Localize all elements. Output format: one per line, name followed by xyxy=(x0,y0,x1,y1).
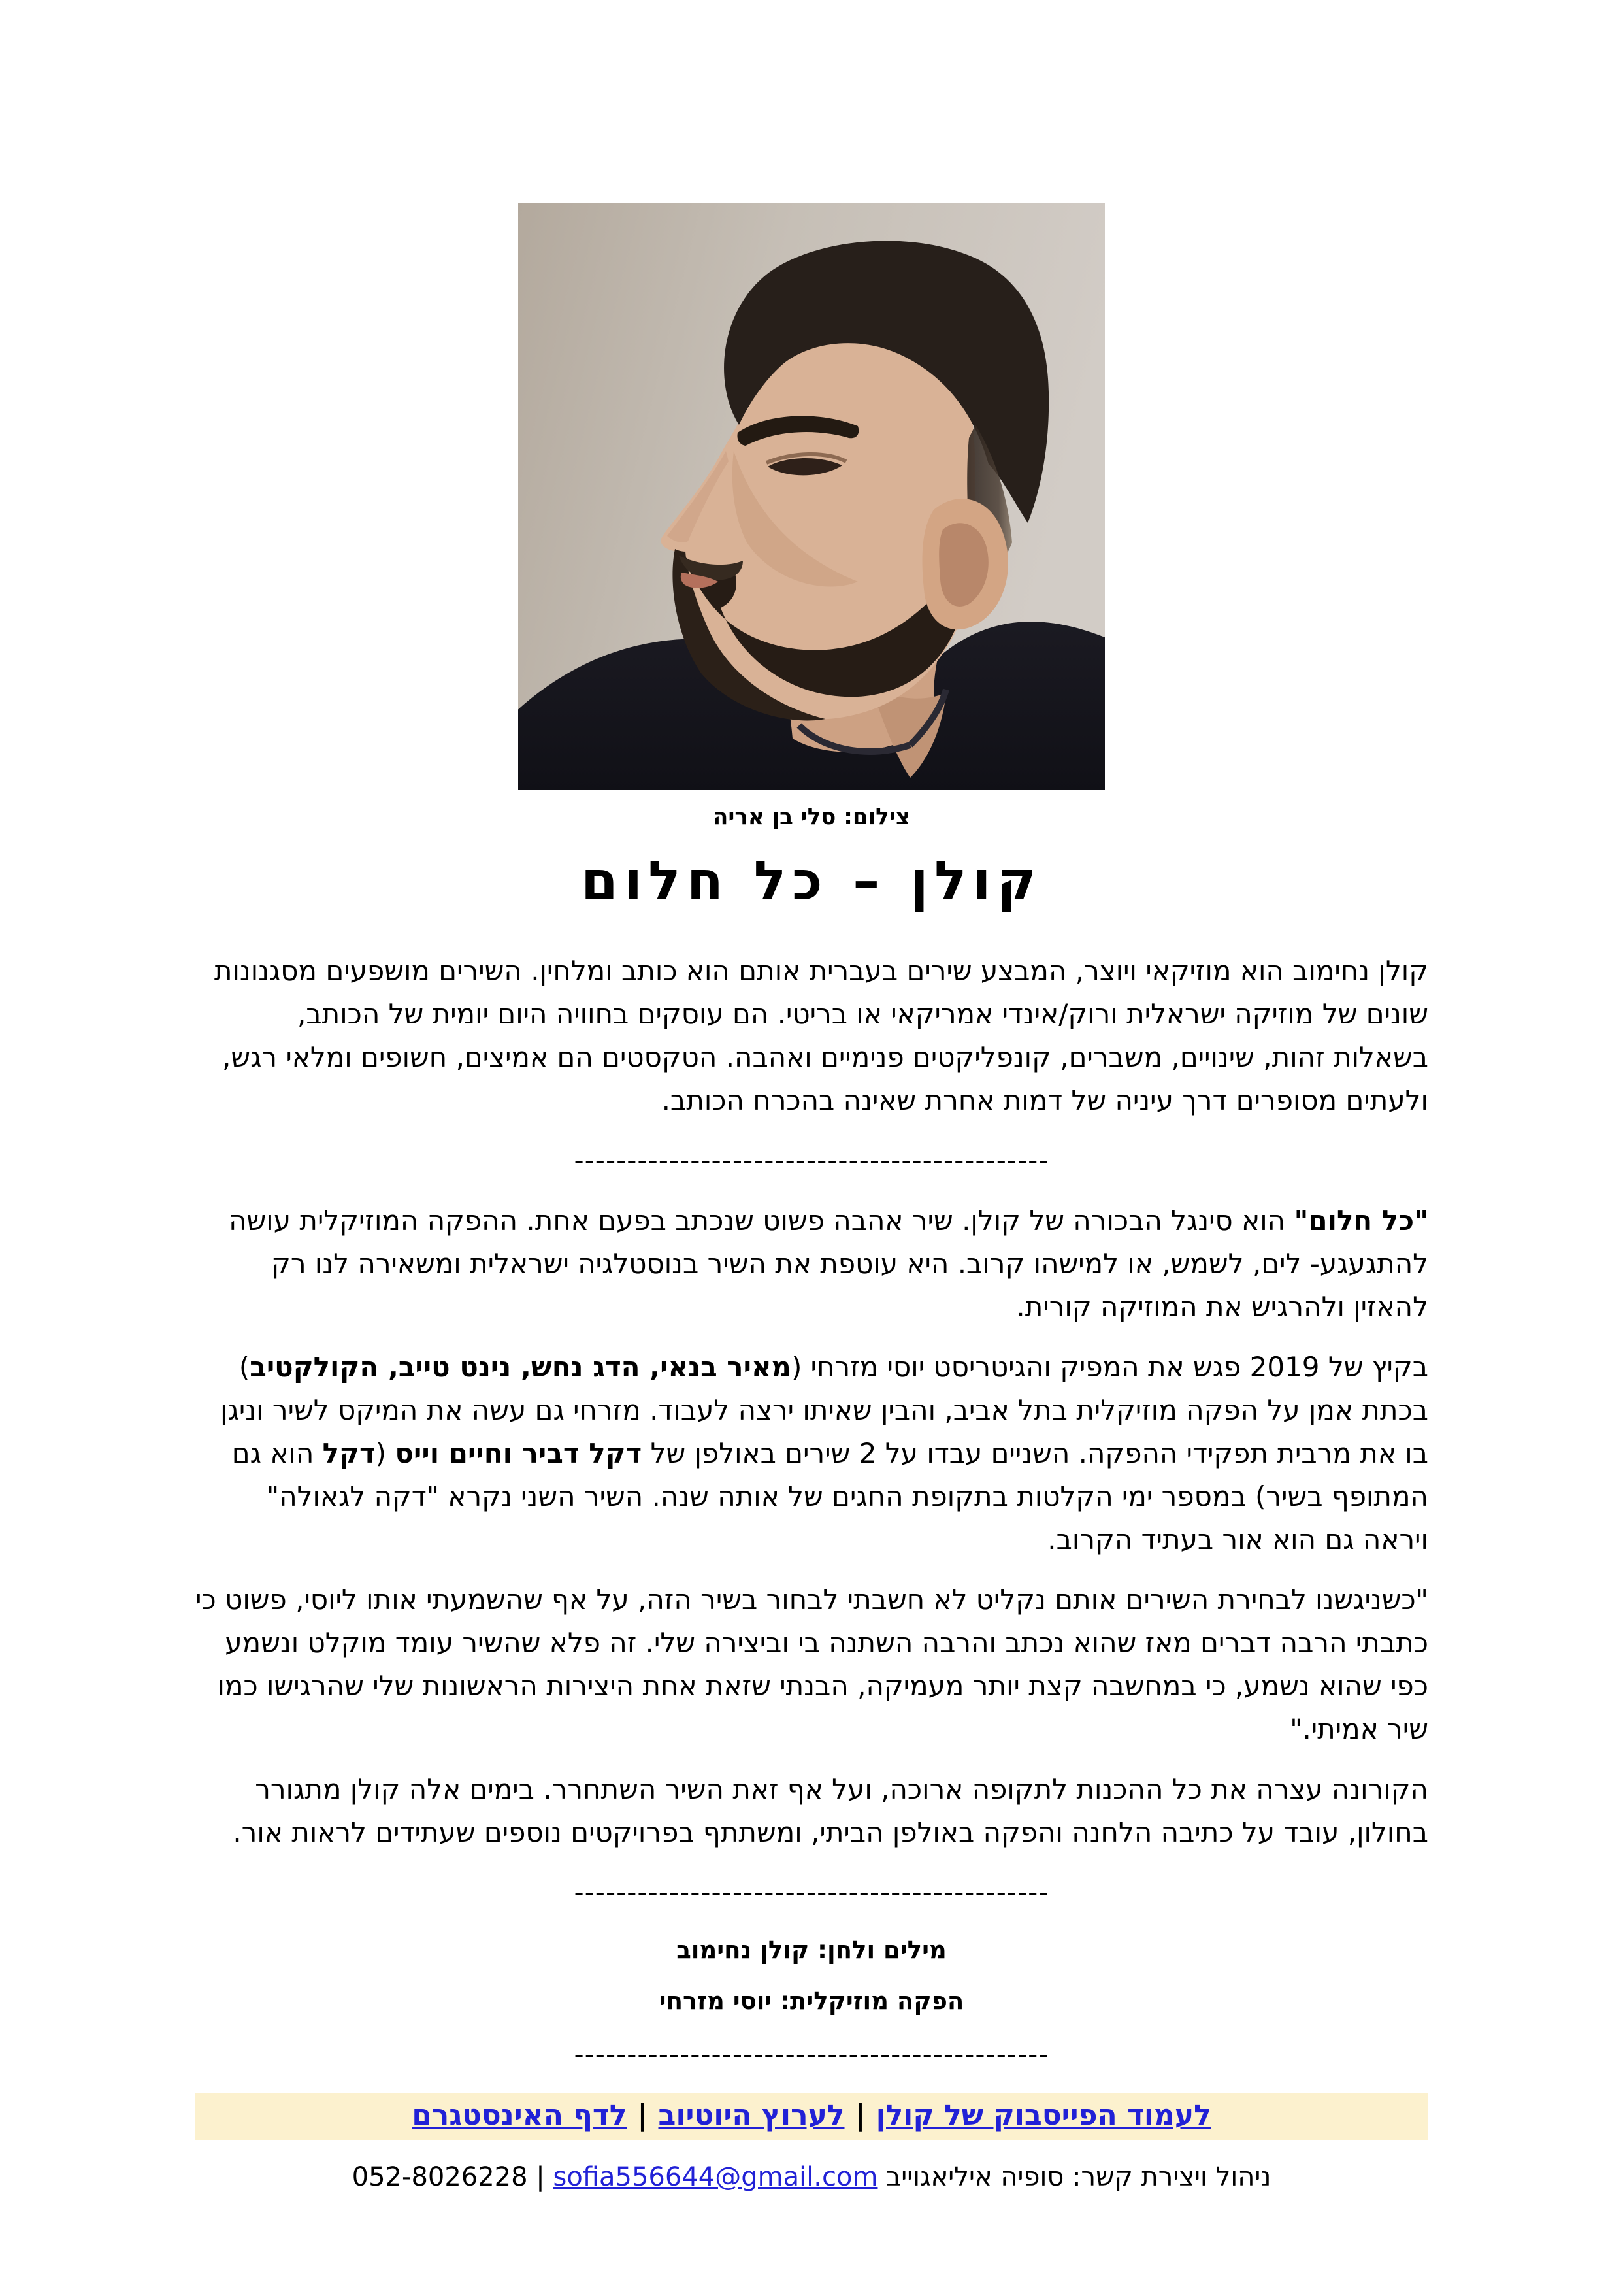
paragraph-corona xyxy=(195,1768,1428,1854)
divider: --------------------------------------------- xyxy=(574,1144,1049,1177)
contact-email-link[interactable]: sofia556644@gmail.com xyxy=(553,2162,878,2193)
text-run-bold: דקל xyxy=(322,1437,376,1470)
text-run: ( xyxy=(375,1437,395,1470)
instagram-link[interactable]: לדף האינסטגרם xyxy=(412,2099,627,2133)
credit-words-music: מילים ולחן: קולן נחימוב xyxy=(676,1936,947,1965)
paragraph-quote xyxy=(195,1578,1428,1751)
text-run-bold: דקל דביר וחיים וייס xyxy=(395,1437,642,1470)
text-run: קולן נחימוב הוא מוזיקאי ויוצר, המבצע שירים בעברית אותם הוא כותב ומלחין. השירים מושפעים מסגנונות שונים של מוזיקה ישראלית ורוק/אינדי אמריקאי או בריטי. הם עוסקים בחוויה היום יומית של הכותב, בשאלות זהות, שינויים, משברים, קונפליקטים פנימיים ואהבה. הטקסטים הם אמיצים, חשופים ומלאי רגש, ולעתים מסופרים דרך עיניה של דמות אחרת שאינה בהכרח הכותב. xyxy=(214,955,1428,1117)
contact-line xyxy=(195,2162,1428,2192)
text-run: ) בכתת אמן על הפקה מוזיקלית בתל אביב, והבין שאיתו ירצה לעבוד. מזרחי גם עשה את המיקס לשיר וניגן בו את מרבית תפקידי ההפקה. השניים עבדו על 2 שירים באולפן של xyxy=(220,1351,1428,1470)
artist-photo xyxy=(518,203,1105,790)
paragraph-production xyxy=(195,1346,1428,1561)
facebook-link[interactable]: לעמוד הפייסבוק של קולן xyxy=(876,2099,1211,2133)
contact-phone: 052-8026228 xyxy=(352,2162,528,2193)
text-run: הקורונה עצרה את כל ההכנות לתקופה ארוכה, ועל אף זאת השיר השתחרר. בימים אלה קולן מתגורר בחולון, עובד על כתיבה הלחנה והפקה באולפן הביתי, ומשתתף בפרויקטים נוספים שעתידים לראות אור. xyxy=(233,1773,1428,1849)
social-links-bar xyxy=(195,2093,1428,2140)
pipe-separator: | xyxy=(637,2099,648,2133)
text-run-bold: מאיר בנאי, הדג נחש, נינט טייב, הקולקטיב xyxy=(250,1351,791,1384)
contact-prefix: ניהול ויצירת קשר: סופיה איליאגוייב xyxy=(877,2162,1271,2193)
photo-credit: צילום: סלי בן אריה xyxy=(713,804,910,830)
paragraph-intro xyxy=(195,950,1428,1122)
paragraph-single xyxy=(195,1199,1428,1329)
youtube-link[interactable]: לערוץ היוטיוב xyxy=(658,2099,845,2133)
pipe-separator: | xyxy=(855,2099,866,2133)
pipe-separator: | xyxy=(527,2162,553,2193)
text-run: הוא גם המתופף בשיר) במספר ימי הקלטות בתקופת החגים של אותה שנה. השיר השני נקרא "דקה לגאולה" ויראה גם הוא אור בעתיד הקרוב. xyxy=(231,1437,1428,1556)
text-run: "כשניגשנו לבחירת השירים אותם נקליט לא חשבתי לבחור בשיר הזה, על אף שהשמעתי אותו ליוסי, פשוט כי כתבתי הרבה דברים מאז שהוא נכתב והרבה השתנה בי וביצירה שלי. זה פלא שהשיר עומד מוקלט ונשמע כפי שהוא נשמע, כי במחשבה קצת יותר מעמיקה, הבנתי שזאת אחת היצירות הראשונות שלי שהרגישו כמו שיר אמיתי." xyxy=(195,1584,1428,1746)
text-run-bold: "כל חלום" xyxy=(1294,1205,1428,1237)
text-run: בקיץ של 2019 פגש את המפיק והגיטריסט יוסי מזרחי ( xyxy=(791,1351,1428,1384)
article-body xyxy=(195,950,1428,2192)
credit-musical-production: הפקה מוזיקלית: יוסי מזרחי xyxy=(659,1987,964,2016)
text-run: הוא סינגל הבכורה של קולן. שיר אהבה פשוט שנכתב בפעם אחת. ההפקה המוזיקלית עושה להתגעגע- לים, לשמש, או למישהו קרוב. היא עוטפת את השיר בנוסטלגיה ישראלית ומשאירה לנו רק להאזין ולהרגיש את המוזיקה קורית. xyxy=(229,1205,1428,1323)
divider: --------------------------------------------- xyxy=(574,2038,1049,2071)
divider: --------------------------------------------- xyxy=(574,1876,1049,1909)
page-title: קולן – כל חלום xyxy=(580,850,1043,912)
